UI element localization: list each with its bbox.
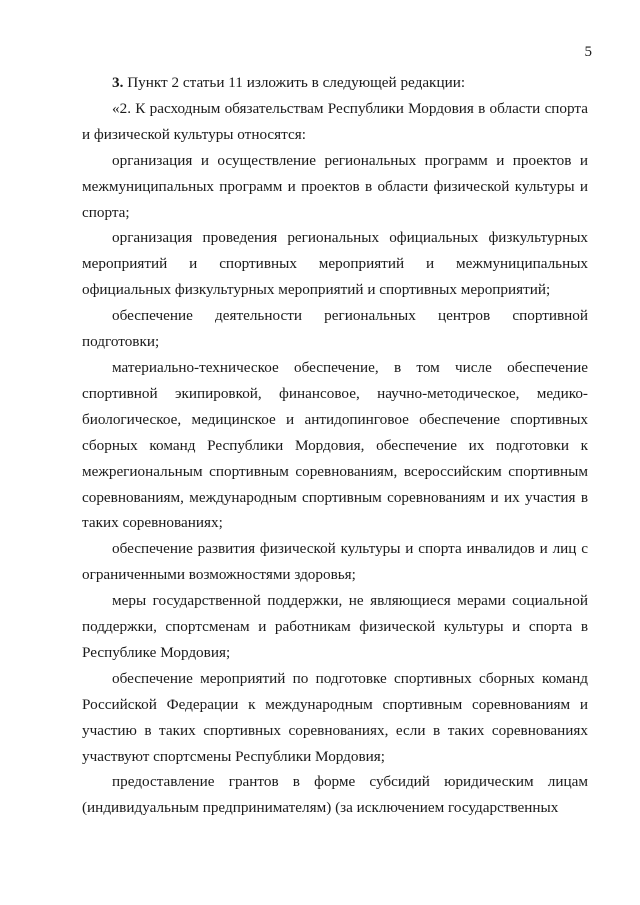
paragraph-state-support: меры государственной поддержки, не являющиеся мерами социальной поддержки, спортсменам и работникам физической культуры и спорта в Республике Мордовия;: [82, 592, 588, 661]
amendment-heading: [82, 70, 588, 96]
paragraph-grants: предоставление грантов в форме субсидий юридическим лицам (индивидуальным предпринимателям) (за исключением государственных: [82, 773, 588, 817]
paragraph-support: материально-техническое обеспечение, в том числе обеспечение спортивной экипировкой, финансовое, научно-методическое, медико-биологическое, медицинское и антидопинговое обеспечение спортивных сборных команд Республики Мордовия, обеспечение их подготовки к межрегиональным спортивным соревнованиям, всероссийским спортивным соревнованиям, международным спортивным соревнованиям и их участия в таких соревнованиях;: [82, 358, 588, 532]
paragraph-centers: обеспечение деятельности региональных центров спортивной подготовки;: [82, 307, 588, 351]
page-number: 5: [584, 44, 592, 60]
paragraph-national-teams: обеспечение мероприятий по подготовке спортивных сборных команд Российской Федерации к международным спортивным соревнованиям и участию в таких спортивных соревнованиях, если в таких соревнованиях участвуют спортсмены Республики Мордовия;: [82, 669, 588, 765]
paragraph-intro: «2. К расходным обязательствам Республики Мордовия в области спорта и физической культуры относятся:: [82, 99, 588, 143]
paragraph-programs: организация и осуществление региональных программ и проектов и межмуниципальных программ и проектов в области физической культуры и спорта;: [82, 151, 588, 221]
paragraph-events: организация проведения региональных официальных физкультурных мероприятий и спортивных мероприятий и межмуниципальных официальных физкультурных мероприятий и спортивных мероприятий;: [82, 229, 588, 299]
item-heading-text: Пункт 2 статьи 11 изложить в следующей редакции:: [123, 74, 466, 91]
item-number: 3.: [112, 74, 124, 91]
paragraph-disabled-sport: обеспечение развития физической культуры и спорта инвалидов и лиц с ограниченными возможностями здоровья;: [82, 540, 588, 584]
document-body: [82, 70, 588, 821]
